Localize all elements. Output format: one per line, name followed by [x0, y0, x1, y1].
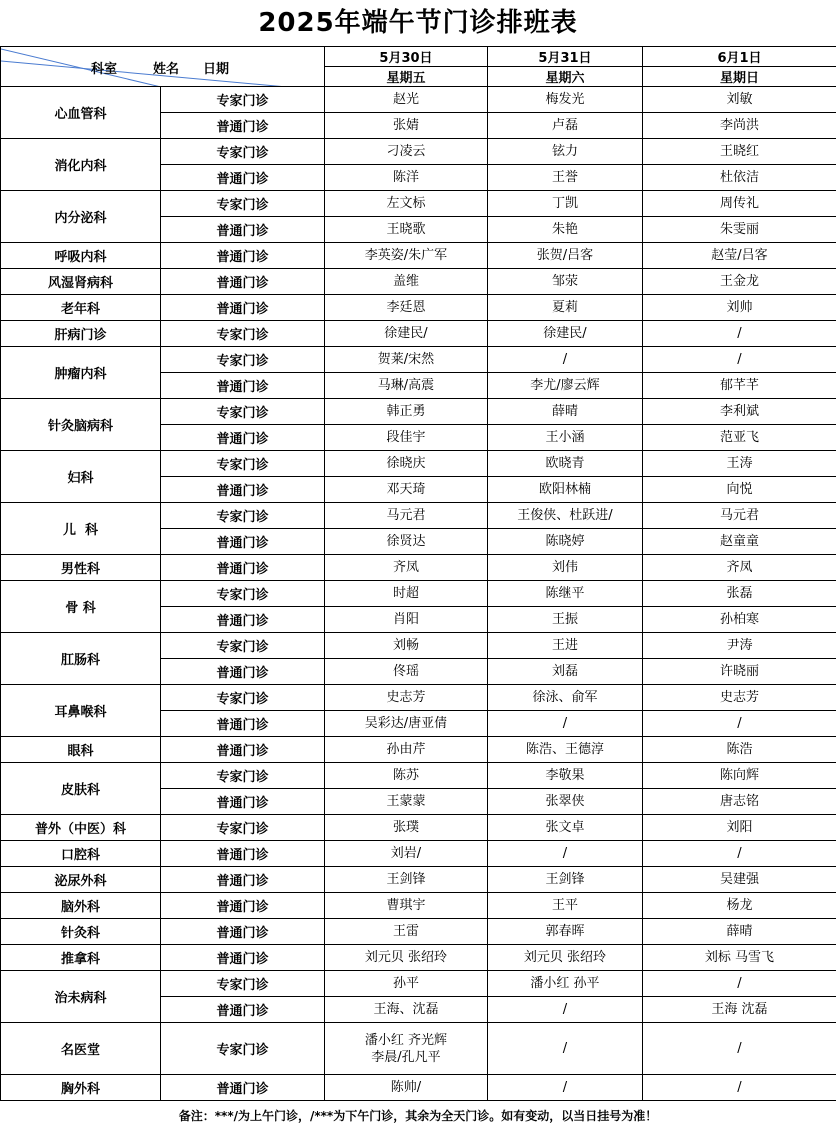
- doctor-cell: 潘小红 孙平: [488, 971, 643, 997]
- clinic-type: 专家门诊: [161, 321, 325, 347]
- doctor-cell: 潘小红 齐光辉 李晨/孔凡平: [325, 1023, 488, 1075]
- doctor-cell: 马元君: [643, 503, 836, 529]
- doctor-cell: /: [643, 841, 836, 867]
- doctor-cell: 王剑锋: [488, 867, 643, 893]
- corner-dept-label: 科室: [91, 58, 117, 77]
- department-name: 治未病科: [1, 971, 161, 1023]
- department-name: 脑外科: [1, 893, 161, 919]
- weekday-header: 星期日: [643, 67, 836, 87]
- doctor-cell: 铉力: [488, 139, 643, 165]
- doctor-cell: /: [488, 1075, 643, 1101]
- clinic-type: 专家门诊: [161, 191, 325, 217]
- table-row: [1, 555, 836, 581]
- clinic-type: 专家门诊: [161, 503, 325, 529]
- doctor-cell: 佟瑶: [325, 659, 488, 685]
- table-row: [1, 867, 836, 893]
- doctor-cell: 刘畅: [325, 633, 488, 659]
- department-name: 风湿肾病科: [1, 269, 161, 295]
- doctor-cell: 史志芳: [643, 685, 836, 711]
- date-header: 5月31日: [488, 47, 643, 67]
- department-name: 胸外科: [1, 1075, 161, 1101]
- department-name: 口腔科: [1, 841, 161, 867]
- clinic-type: 专家门诊: [161, 87, 325, 113]
- doctor-cell: 徐建民/: [488, 321, 643, 347]
- doctor-cell: 陈向辉: [643, 763, 836, 789]
- doctor-cell: 尹涛: [643, 633, 836, 659]
- clinic-type: 专家门诊: [161, 1023, 325, 1075]
- clinic-type: 普通门诊: [161, 113, 325, 139]
- department-name: 泌尿外科: [1, 867, 161, 893]
- department-name: 眼科: [1, 737, 161, 763]
- table-row: [1, 139, 836, 165]
- department-name: 皮肤科: [1, 763, 161, 815]
- doctor-cell: 赵童童: [643, 529, 836, 555]
- department-name: 妇科: [1, 451, 161, 503]
- table-row: [1, 191, 836, 217]
- table-header: [1, 47, 836, 87]
- doctor-cell: 刘岩/: [325, 841, 488, 867]
- doctor-cell: 李敬果: [488, 763, 643, 789]
- weekday-header: 星期五: [325, 67, 488, 87]
- weekday-header: 星期六: [488, 67, 643, 87]
- corner-name-label: 姓名: [153, 58, 179, 77]
- department-name: 肛肠科: [1, 633, 161, 685]
- clinic-type: 专家门诊: [161, 971, 325, 997]
- doctor-cell: 陈帅/: [325, 1075, 488, 1101]
- doctor-cell: 张婧: [325, 113, 488, 139]
- doctor-cell: /: [643, 1075, 836, 1101]
- table-row: [1, 841, 836, 867]
- clinic-type: 普通门诊: [161, 607, 325, 633]
- doctor-cell: 郁芊芊: [643, 373, 836, 399]
- doctor-cell: 左文标: [325, 191, 488, 217]
- clinic-type: 普通门诊: [161, 165, 325, 191]
- doctor-cell: 张贺/吕客: [488, 243, 643, 269]
- table-row: [1, 1075, 836, 1101]
- department-name: 消化内科: [1, 139, 161, 191]
- doctor-cell: 马元君: [325, 503, 488, 529]
- table-row: [1, 295, 836, 321]
- doctor-cell: 薛晴: [488, 399, 643, 425]
- clinic-type: 普通门诊: [161, 737, 325, 763]
- clinic-type: 专家门诊: [161, 633, 325, 659]
- doctor-cell: 周传礼: [643, 191, 836, 217]
- doctor-cell: 张文卓: [488, 815, 643, 841]
- table-row: [1, 269, 836, 295]
- department-name: 男性科: [1, 555, 161, 581]
- doctor-cell: 王平: [488, 893, 643, 919]
- doctor-cell: 刘标 马雪飞: [643, 945, 836, 971]
- department-name: 名医堂: [1, 1023, 161, 1075]
- doctor-cell: 陈浩: [643, 737, 836, 763]
- doctor-cell: 陈浩、王德淳: [488, 737, 643, 763]
- doctor-cell: 郭春晖: [488, 919, 643, 945]
- department-name: 内分泌科: [1, 191, 161, 243]
- doctor-cell: 马琳/高震: [325, 373, 488, 399]
- doctor-cell: 时超: [325, 581, 488, 607]
- clinic-type: 普通门诊: [161, 243, 325, 269]
- page-title: 2025年端午节门诊排班表: [0, 0, 836, 46]
- doctor-cell: 唐志铭: [643, 789, 836, 815]
- doctor-cell: 肖阳: [325, 607, 488, 633]
- doctor-cell: 齐凤: [643, 555, 836, 581]
- doctor-cell: 范亚飞: [643, 425, 836, 451]
- doctor-cell: 梅发光: [488, 87, 643, 113]
- date-header: 6月1日: [643, 47, 836, 67]
- doctor-cell: 杨龙: [643, 893, 836, 919]
- doctor-cell: 赵光: [325, 87, 488, 113]
- department-name: 肿瘤内科: [1, 347, 161, 399]
- doctor-cell: 齐凤: [325, 555, 488, 581]
- doctor-cell: 王海 沈磊: [643, 997, 836, 1023]
- table-row: [1, 685, 836, 711]
- table-row: [1, 243, 836, 269]
- doctor-cell: 王俊侠、杜跃进/: [488, 503, 643, 529]
- doctor-cell: 王晓红: [643, 139, 836, 165]
- doctor-cell: 王海、沈磊: [325, 997, 488, 1023]
- doctor-cell: 李尤/廖云辉: [488, 373, 643, 399]
- doctor-cell: /: [488, 997, 643, 1023]
- doctor-cell: 王涛: [643, 451, 836, 477]
- clinic-type: 普通门诊: [161, 555, 325, 581]
- doctor-cell: 邓天琦: [325, 477, 488, 503]
- doctor-cell: 刘敏: [643, 87, 836, 113]
- doctor-cell: 段佳宇: [325, 425, 488, 451]
- clinic-type: 专家门诊: [161, 815, 325, 841]
- table-row: [1, 633, 836, 659]
- doctor-cell: 欧阳林楠: [488, 477, 643, 503]
- doctor-cell: 王雷: [325, 919, 488, 945]
- clinic-type: 普通门诊: [161, 269, 325, 295]
- doctor-cell: 陈洋: [325, 165, 488, 191]
- table-row: [1, 971, 836, 997]
- table-row: [1, 451, 836, 477]
- doctor-cell: 卢磊: [488, 113, 643, 139]
- date-header: 5月30日: [325, 47, 488, 67]
- clinic-type: 普通门诊: [161, 529, 325, 555]
- clinic-type: 专家门诊: [161, 399, 325, 425]
- doctor-cell: 刁凌云: [325, 139, 488, 165]
- doctor-cell: 朱雯丽: [643, 217, 836, 243]
- doctor-cell: 王誉: [488, 165, 643, 191]
- clinic-type: 普通门诊: [161, 711, 325, 737]
- doctor-cell: 徐贤达: [325, 529, 488, 555]
- clinic-type: 普通门诊: [161, 217, 325, 243]
- doctor-cell: 刘元贝 张绍玲: [325, 945, 488, 971]
- doctor-cell: 赵莹/吕客: [643, 243, 836, 269]
- clinic-type: 专家门诊: [161, 763, 325, 789]
- clinic-type: 普通门诊: [161, 477, 325, 503]
- doctor-cell: 王小涵: [488, 425, 643, 451]
- clinic-type: 普通门诊: [161, 893, 325, 919]
- doctor-cell: 许晓丽: [643, 659, 836, 685]
- doctor-cell: 欧晓青: [488, 451, 643, 477]
- doctor-cell: 刘帅: [643, 295, 836, 321]
- doctor-cell: 曹琪宇: [325, 893, 488, 919]
- doctor-cell: /: [643, 971, 836, 997]
- doctor-cell: 李英姿/朱广军: [325, 243, 488, 269]
- table-row: [1, 1023, 836, 1075]
- clinic-type: 专家门诊: [161, 581, 325, 607]
- doctor-cell: 徐建民/: [325, 321, 488, 347]
- clinic-type: 普通门诊: [161, 867, 325, 893]
- doctor-cell: 韩正勇: [325, 399, 488, 425]
- doctor-cell: 徐泳、俞军: [488, 685, 643, 711]
- table-row: [1, 503, 836, 529]
- doctor-cell: 吴建强: [643, 867, 836, 893]
- doctor-cell: 王振: [488, 607, 643, 633]
- clinic-type: 普通门诊: [161, 295, 325, 321]
- department-name: 针灸脑病科: [1, 399, 161, 451]
- clinic-type: 普通门诊: [161, 425, 325, 451]
- doctor-cell: 杜依洁: [643, 165, 836, 191]
- doctor-cell: 张璞: [325, 815, 488, 841]
- clinic-type: 专家门诊: [161, 685, 325, 711]
- doctor-cell: /: [643, 711, 836, 737]
- schedule-table: [0, 46, 836, 1101]
- clinic-type: 普通门诊: [161, 841, 325, 867]
- doctor-cell: 刘元贝 张绍玲: [488, 945, 643, 971]
- table-row: [1, 893, 836, 919]
- doctor-cell: 刘伟: [488, 555, 643, 581]
- doctor-cell: /: [643, 321, 836, 347]
- clinic-type: 普通门诊: [161, 919, 325, 945]
- clinic-type: 普通门诊: [161, 373, 325, 399]
- doctor-cell: 陈晓婷: [488, 529, 643, 555]
- department-name: 老年科: [1, 295, 161, 321]
- doctor-cell: 邹荥: [488, 269, 643, 295]
- doctor-cell: 刘阳: [643, 815, 836, 841]
- doctor-cell: /: [488, 841, 643, 867]
- department-name: 儿 科: [1, 503, 161, 555]
- department-name: 推拿科: [1, 945, 161, 971]
- table-row: [1, 399, 836, 425]
- clinic-type: 普通门诊: [161, 659, 325, 685]
- doctor-cell: /: [488, 347, 643, 373]
- doctor-cell: 王金龙: [643, 269, 836, 295]
- doctor-cell: 向悦: [643, 477, 836, 503]
- corner-date-label: 日期: [203, 58, 229, 77]
- department-name: 针灸科: [1, 919, 161, 945]
- doctor-cell: 薛晴: [643, 919, 836, 945]
- table-row: [1, 737, 836, 763]
- department-name: 普外（中医）科: [1, 815, 161, 841]
- doctor-cell: 孙柏寒: [643, 607, 836, 633]
- doctor-cell: 盖维: [325, 269, 488, 295]
- clinic-type: 普通门诊: [161, 789, 325, 815]
- doctor-cell: /: [488, 1023, 643, 1075]
- table-row: [1, 87, 836, 113]
- table-row: [1, 763, 836, 789]
- doctor-cell: 贺莱/宋然: [325, 347, 488, 373]
- doctor-cell: /: [643, 1023, 836, 1075]
- doctor-cell: 孙平: [325, 971, 488, 997]
- doctor-cell: 丁凯: [488, 191, 643, 217]
- doctor-cell: 刘磊: [488, 659, 643, 685]
- corner-header: [1, 47, 325, 87]
- clinic-type: 专家门诊: [161, 347, 325, 373]
- doctor-cell: 李利斌: [643, 399, 836, 425]
- clinic-type: 普通门诊: [161, 945, 325, 971]
- clinic-type: 专家门诊: [161, 451, 325, 477]
- doctor-cell: /: [488, 711, 643, 737]
- doctor-cell: 徐晓庆: [325, 451, 488, 477]
- department-name: 肝病门诊: [1, 321, 161, 347]
- department-name: 心血管科: [1, 87, 161, 139]
- table-row: [1, 581, 836, 607]
- table-row: [1, 347, 836, 373]
- doctor-cell: 史志芳: [325, 685, 488, 711]
- doctor-cell: 王剑锋: [325, 867, 488, 893]
- doctor-cell: 李尚洪: [643, 113, 836, 139]
- clinic-type: 专家门诊: [161, 139, 325, 165]
- department-name: 骨 科: [1, 581, 161, 633]
- clinic-type: 普通门诊: [161, 1075, 325, 1101]
- doctor-cell: 陈苏: [325, 763, 488, 789]
- doctor-cell: 张磊: [643, 581, 836, 607]
- doctor-cell: 张翠侠: [488, 789, 643, 815]
- table-row: [1, 321, 836, 347]
- doctor-cell: 夏莉: [488, 295, 643, 321]
- table-row: [1, 919, 836, 945]
- doctor-cell: 吴彩达/唐亚倩: [325, 711, 488, 737]
- doctor-cell: 王晓歌: [325, 217, 488, 243]
- department-name: 呼吸内科: [1, 243, 161, 269]
- footer-note: 备注：***/为上午门诊，/***为下午门诊，其余为全天门诊。如有变动，以当日挂号为准！: [0, 1101, 836, 1131]
- doctor-cell: 王蒙蒙: [325, 789, 488, 815]
- table-row: [1, 815, 836, 841]
- doctor-cell: 王进: [488, 633, 643, 659]
- doctor-cell: /: [643, 347, 836, 373]
- table-body: [1, 87, 836, 1101]
- doctor-cell: 孙由芹: [325, 737, 488, 763]
- doctor-cell: 朱艳: [488, 217, 643, 243]
- department-name: 耳鼻喉科: [1, 685, 161, 737]
- doctor-cell: 陈继平: [488, 581, 643, 607]
- clinic-type: 普通门诊: [161, 997, 325, 1023]
- doctor-cell: 李廷恩: [325, 295, 488, 321]
- table-row: [1, 945, 836, 971]
